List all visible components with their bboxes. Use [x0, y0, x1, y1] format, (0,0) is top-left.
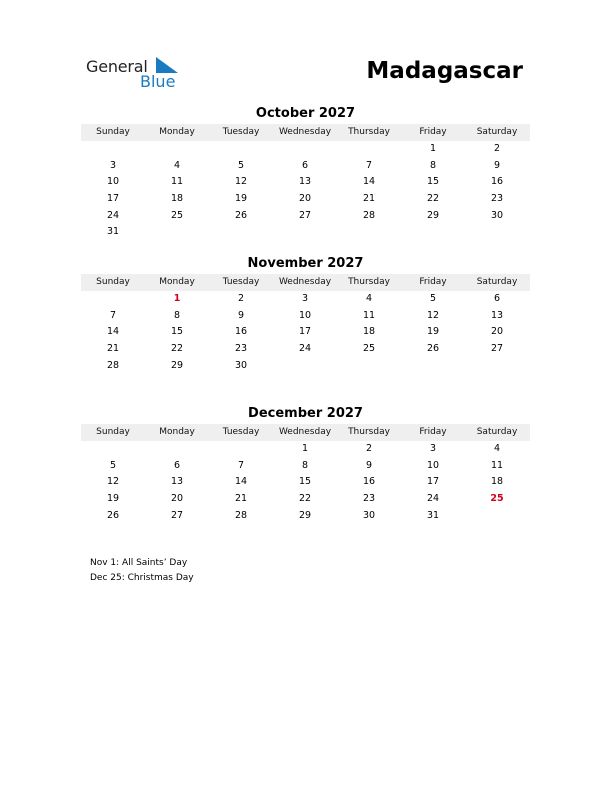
day-cell: 8 [429, 159, 437, 171]
empty-day-cell [209, 141, 273, 158]
weekday-label: Friday [419, 127, 447, 137]
day-cell: 4 [173, 159, 181, 171]
month-title: October 2027 [255, 106, 356, 121]
day-cell: 21 [234, 493, 248, 505]
day-cell: 9 [493, 159, 501, 171]
day-cell: 29 [298, 509, 312, 521]
week-row [81, 158, 530, 175]
day-cell: 20 [490, 326, 504, 338]
weekday-label: Sunday [96, 127, 130, 137]
day-cell: 1 [301, 443, 309, 454]
weekday-label: Tuesday [222, 427, 260, 437]
day-cell: 18 [362, 326, 376, 338]
day-cell: 28 [106, 359, 120, 371]
day-cell: 23 [490, 193, 504, 205]
day-cell: 12 [106, 476, 120, 488]
day-cell: 31 [426, 509, 440, 521]
day-cell: 9 [237, 309, 245, 321]
day-cell: 27 [298, 209, 312, 221]
day-cell: 2 [365, 443, 373, 454]
day-cell: 31 [106, 226, 120, 238]
weekday-label: Sunday [96, 277, 130, 287]
day-cell: 11 [362, 309, 376, 321]
week-row [81, 458, 530, 475]
day-cell: 29 [426, 209, 440, 221]
weekday-label: Friday [419, 427, 447, 437]
empty-day-cell [465, 508, 529, 525]
day-cell: 12 [426, 309, 440, 321]
day-cell: 26 [234, 209, 248, 221]
day-cell: 29 [170, 359, 184, 371]
empty-day-cell [401, 358, 465, 375]
logo-word-general: General [86, 57, 148, 76]
day-cell: 9 [365, 459, 373, 471]
month-title: December 2027 [248, 406, 363, 421]
day-cell: 23 [362, 493, 376, 505]
day-cell: 19 [234, 193, 248, 205]
logo-word-blue: Blue [140, 72, 176, 91]
empty-day-cell [273, 224, 337, 241]
day-cell: 18 [170, 193, 184, 205]
day-cell: 24 [106, 209, 120, 221]
month-title: November 2027 [247, 256, 364, 271]
day-cell: 7 [237, 459, 245, 471]
weekday-label: Thursday [348, 277, 390, 287]
day-cell: 3 [429, 443, 437, 454]
day-cell: 30 [490, 209, 504, 221]
day-cell: 2 [237, 293, 245, 304]
week-row [81, 341, 530, 358]
week-row [81, 441, 530, 458]
day-cell: 27 [170, 509, 184, 521]
day-cell: 11 [170, 176, 184, 188]
weekday-label: Thursday [348, 127, 390, 137]
holiday-note: Nov 1: All Saints’ Day [90, 558, 188, 568]
weekday-label: Monday [159, 277, 195, 287]
empty-day-cell [209, 224, 273, 241]
day-cell: 19 [426, 326, 440, 338]
empty-day-cell [145, 224, 209, 241]
week-row [81, 291, 530, 308]
day-cell: 16 [490, 176, 504, 188]
day-cell: 13 [298, 176, 312, 188]
week-row [81, 191, 530, 208]
weekday-label: Saturday [476, 427, 518, 437]
weekday-label: Wednesday [278, 427, 332, 437]
weekday-header [81, 124, 530, 141]
day-cell: 5 [109, 459, 117, 471]
day-cell: 17 [298, 326, 312, 338]
generalblue-logo [86, 55, 186, 91]
day-cell: 28 [234, 509, 248, 521]
empty-day-cell [81, 291, 145, 308]
weekday-label: Saturday [476, 277, 518, 287]
day-cell: 14 [106, 326, 120, 338]
day-cell: 11 [490, 459, 504, 471]
empty-day-cell [145, 441, 209, 458]
day-cell: 22 [298, 493, 312, 505]
day-cell: 7 [109, 309, 117, 321]
logo-triangle-icon [156, 57, 178, 73]
weekday-label: Sunday [96, 427, 130, 437]
day-cell: 5 [237, 159, 245, 171]
weekday-label: Monday [159, 427, 195, 437]
day-cell: 6 [493, 293, 501, 304]
day-cell: 17 [106, 193, 120, 205]
day-cell: 8 [301, 459, 309, 471]
day-cell: 14 [362, 176, 376, 188]
empty-day-cell [465, 358, 529, 375]
day-cell: 21 [106, 343, 120, 355]
day-cell: 26 [426, 343, 440, 355]
empty-day-cell [81, 441, 145, 458]
day-cell: 28 [362, 209, 376, 221]
day-cell: 8 [173, 309, 181, 321]
day-cell: 10 [298, 309, 312, 321]
month-december [81, 404, 530, 524]
empty-day-cell [337, 141, 401, 158]
day-cell: 18 [490, 476, 504, 488]
day-cell: 1 [429, 143, 437, 154]
day-cell: 25 [362, 343, 376, 355]
weekday-label: Tuesday [222, 277, 260, 287]
holiday-notes [90, 556, 194, 585]
week-row [81, 141, 530, 158]
day-cell: 30 [362, 509, 376, 521]
holiday-day-cell: 25 [490, 493, 504, 505]
weekday-label: Wednesday [278, 127, 332, 137]
day-cell: 16 [362, 476, 376, 488]
holiday-note: Dec 25: Christmas Day [90, 572, 194, 583]
day-cell: 19 [106, 493, 120, 505]
weekday-label: Friday [419, 277, 447, 287]
empty-day-cell [337, 224, 401, 241]
day-cell: 2 [493, 143, 501, 154]
day-cell: 20 [170, 493, 184, 505]
day-cell: 25 [170, 209, 184, 221]
day-cell: 10 [426, 459, 440, 471]
weekday-header [81, 424, 530, 441]
day-cell: 21 [362, 193, 376, 205]
weekday-label: Wednesday [278, 277, 332, 287]
day-cell: 6 [173, 459, 181, 471]
empty-day-cell [273, 358, 337, 375]
day-cell: 15 [170, 326, 184, 338]
day-cell: 6 [301, 159, 309, 171]
weekday-label: Tuesday [222, 127, 260, 137]
day-cell: 10 [106, 176, 120, 188]
day-cell: 4 [493, 443, 501, 454]
week-row [81, 508, 530, 525]
week-row [81, 174, 530, 191]
day-cell: 7 [365, 159, 373, 171]
day-cell: 13 [490, 309, 504, 321]
day-cell: 23 [234, 343, 248, 355]
weekday-header [81, 274, 530, 291]
empty-day-cell [401, 224, 465, 241]
day-cell: 3 [301, 293, 309, 304]
day-grid [81, 441, 530, 524]
week-row [81, 358, 530, 375]
empty-day-cell [273, 141, 337, 158]
day-cell: 22 [170, 343, 184, 355]
empty-day-cell [145, 141, 209, 158]
day-cell: 3 [109, 159, 117, 171]
week-row [81, 224, 530, 241]
week-row [81, 308, 530, 325]
country-title: Madagascar [366, 58, 523, 84]
day-cell: 15 [298, 476, 312, 488]
day-cell: 14 [234, 476, 248, 488]
empty-day-cell [337, 358, 401, 375]
day-cell: 24 [298, 343, 312, 355]
week-row [81, 491, 530, 508]
week-row [81, 208, 530, 225]
day-cell: 13 [170, 476, 184, 488]
day-cell: 20 [298, 193, 312, 205]
weekday-label: Monday [159, 127, 195, 137]
day-grid [81, 141, 530, 241]
day-cell: 5 [429, 293, 437, 304]
day-cell: 30 [234, 359, 248, 371]
month-november [81, 254, 530, 374]
week-row [81, 474, 530, 491]
holiday-day-cell: 1 [173, 293, 181, 304]
day-cell: 22 [426, 193, 440, 205]
day-cell: 15 [426, 176, 440, 188]
day-cell: 24 [426, 493, 440, 505]
day-cell: 12 [234, 176, 248, 188]
week-row [81, 324, 530, 341]
day-cell: 17 [426, 476, 440, 488]
empty-day-cell [465, 224, 529, 241]
day-cell: 27 [490, 343, 504, 355]
month-october [81, 104, 530, 241]
day-cell: 4 [365, 293, 373, 304]
empty-day-cell [81, 141, 145, 158]
weekday-label: Saturday [476, 127, 518, 137]
day-cell: 26 [106, 509, 120, 521]
day-grid [81, 291, 530, 374]
day-cell: 16 [234, 326, 248, 338]
weekday-label: Thursday [348, 427, 390, 437]
empty-day-cell [209, 441, 273, 458]
